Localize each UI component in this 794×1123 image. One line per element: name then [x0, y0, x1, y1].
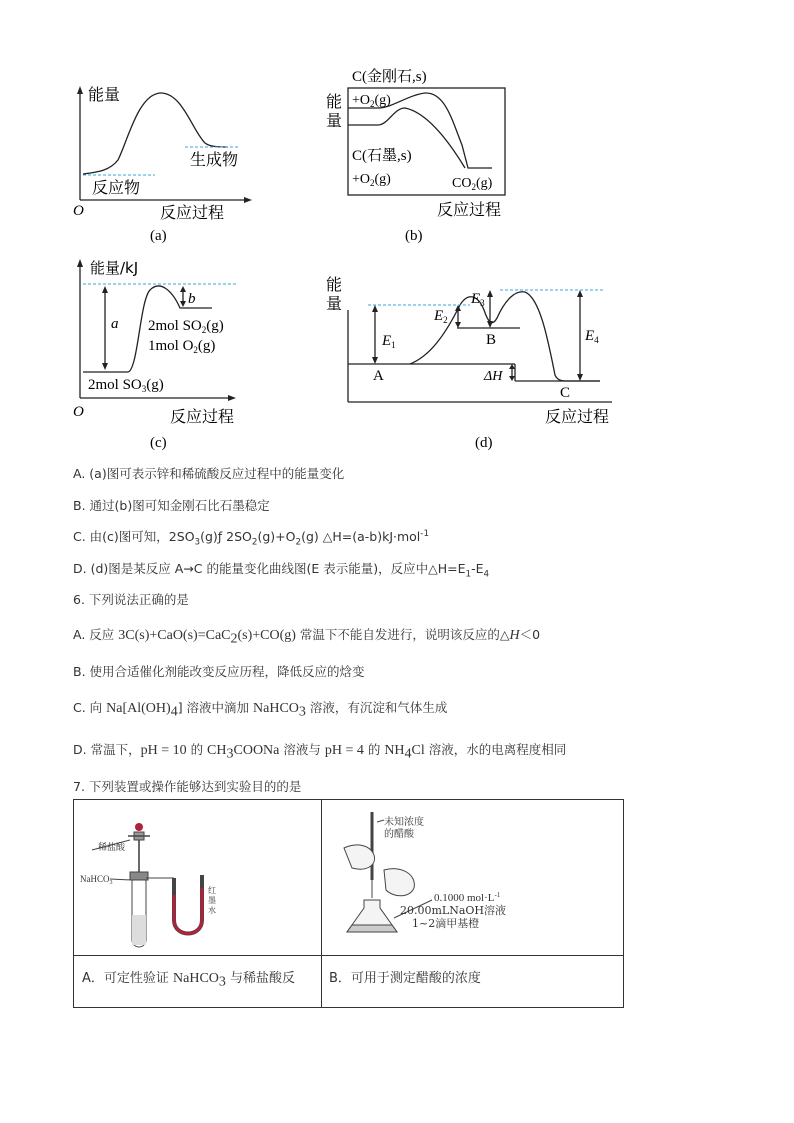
label-nahco3-sub: 3 [109, 880, 113, 886]
label-nahco3 [80, 874, 113, 886]
diagram-d-e4-text: E [585, 328, 595, 344]
diagram-c-so2-sub: 2 [201, 325, 207, 335]
label-ink-3: 水 [208, 906, 216, 915]
label-unknown-1: 未知浓度 [384, 817, 424, 828]
diagram-b-y-label-1: 能 [326, 92, 343, 111]
diagram-c-arrow-b-head-bottom [180, 301, 186, 307]
diagram-d-e4 [584, 328, 599, 345]
q6-c-sub3: 3 [298, 704, 306, 720]
diagram-b-co2 [452, 176, 493, 192]
q6-d-mid1: 的 [186, 742, 208, 757]
q6-d-post: 溶液，水的电离程度相同 [424, 742, 567, 757]
diagram-a-x-label: 反应过程 [160, 203, 225, 222]
diagram-b-o2-top [352, 93, 391, 109]
diagram-d-arrow-e3-head-top [487, 290, 493, 297]
q7-cell-b: B．可用于测定醋酸的浓度 [329, 971, 481, 986]
funnel-knob-icon [135, 823, 143, 831]
label-conc [434, 891, 501, 904]
diagram-d-e4-sub: 4 [594, 335, 599, 345]
diagram-b-o2-top-sub: 2 [370, 99, 375, 109]
test-tube-solid [132, 915, 146, 945]
nahco3-leader [110, 879, 132, 880]
q5-option-d-sub4: 4 [483, 569, 490, 580]
diagram-b-o2-bottom [352, 172, 391, 188]
diagram-d-e2 [433, 308, 448, 325]
q6-c-mid: ] 溶液中滴加 [177, 700, 254, 715]
q5-option-c-mid1: (g)ƒ 2SO [200, 529, 252, 544]
diagram-c-caption: (c) [150, 435, 167, 451]
label-indicator: 1~2滴甲基橙 [412, 917, 480, 930]
diagram-b-co2-tail: (g) [475, 176, 493, 191]
diagram-b-graphite: C(石墨,s) [352, 148, 412, 164]
diagram-c-so2-text: 2mol SO [148, 318, 202, 334]
diagram-b-o2-bottom-text: +O [352, 172, 371, 187]
diagram-c-y-label: 能量/kJ [90, 259, 139, 277]
u-tube-ink [174, 888, 202, 934]
diagram-c-so3-tail: (g) [146, 377, 164, 393]
diagram-d-point-b: B [486, 332, 497, 348]
q5-option-c-post: (g) △H=(a-b)kJ·mol [301, 529, 421, 544]
diagram-b-o2-top-text: +O [352, 93, 371, 108]
label-ink-1: 红 [208, 886, 216, 895]
q5-option-c-sub1: 3 [194, 537, 201, 548]
q6-d-sub4: 4 [404, 746, 412, 762]
diagram-c-origin: O [73, 404, 84, 420]
diagram-a-y-label: 能量 [88, 85, 121, 104]
q5-option-c [73, 527, 429, 548]
diagram-d-x-label: 反应过程 [545, 407, 610, 426]
q6-option-a [73, 625, 540, 648]
diagram-c-so2 [148, 318, 224, 335]
diagram-d-point-a: A [373, 368, 384, 384]
energy-diagram-a [0, 0, 794, 460]
diagram-a-product-label: 生成物 [190, 150, 239, 169]
diagram-b-o2-top-tail: (g) [374, 93, 391, 108]
q6-d-nh4: NH [384, 743, 405, 758]
q5-option-d [73, 559, 489, 580]
diagram-d-y-label-1: 能 [326, 275, 343, 294]
q6-c-post: 溶液，有沉淀和气体生成 [305, 700, 448, 715]
label-nahco3-text: NaHCO [80, 874, 110, 884]
q6-option-c [73, 698, 447, 721]
diagram-d-arrow-e3-head-bottom [487, 321, 493, 328]
label-conc-sup: -1 [494, 891, 501, 899]
diagram-c-so2-tail: (g) [206, 318, 224, 334]
q6-c-pre: C. 向 [73, 700, 107, 715]
q6-d-pre: D. 常温下， [73, 742, 141, 757]
q7-apparatus-right [322, 800, 623, 955]
diagram-d-delta-h: ΔH [484, 369, 503, 384]
diagram-d-caption: (d) [475, 435, 493, 451]
q6-c-na: Na[Al(OH) [106, 701, 171, 716]
diagram-c-arrow-a-head-top [102, 286, 108, 293]
diagram-d-arrow-dh-head-top [509, 364, 515, 369]
diagram-b-o2-bottom-sub: 2 [370, 178, 375, 188]
diagram-d-e1-sub: 1 [391, 340, 396, 350]
u-tube-outer [174, 875, 202, 934]
label-ink-2: 墨 [208, 896, 216, 905]
diagram-c-label-a: a [111, 316, 119, 332]
diagram-c-arrow-b-head-top [180, 286, 186, 292]
acid-leader-line [377, 820, 384, 822]
diagram-c-label-b: b [188, 291, 196, 307]
label-volume: 20.00mLNaOH溶液 [400, 904, 507, 917]
q7-stem: 7. 下列装置或操作能够达到实验目的的是 [73, 779, 302, 794]
q6-a-eq: 3C(s)+CaO(s)=CaC [118, 628, 231, 643]
diagram-b-co2-text: CO [452, 176, 472, 191]
diagram-c-so3-text: 2mol SO [88, 377, 142, 393]
diagram-c-so3 [88, 377, 164, 394]
q6-a-pre: A. 反应 [73, 627, 119, 642]
stopper [130, 872, 148, 880]
diagram-a-reactant-label: 反应物 [92, 178, 141, 197]
q6-a-h: H [509, 628, 520, 643]
q6-a-end: ＜0 [519, 627, 541, 642]
q5-option-c-sub2: 2 [251, 537, 258, 548]
diagram-d-y-label-2: 量 [326, 294, 343, 313]
q6-option-b: B. 使用合适催化剂能改变反应历程，降低反应的焓变 [73, 664, 365, 679]
q6-d-cl: Cl [411, 743, 425, 758]
q6-a-eq2: (s)+CO(g) [237, 628, 296, 643]
q6-d-sub3: 3 [226, 746, 234, 762]
q7-cell-a-chem: NaHCO [173, 971, 219, 986]
q7-cell-a-pre: A．可定性验证 [82, 971, 174, 986]
diagram-c-arrow-a-head-bottom [102, 363, 108, 370]
diagram-d-e2-sub: 2 [443, 315, 448, 325]
diagram-d-arrow-dh-head-bottom [509, 376, 515, 381]
diagram-d-arrow-e2-head-bottom [455, 322, 461, 328]
q5-option-d-pre: D. (d)图是某反应 A→C 的能量变化曲线图(E 表示能量)，反应中△H=E [73, 561, 466, 576]
q6-stem: 6. 下列说法正确的是 [73, 592, 189, 607]
label-conc-text: 0.1000 mol·L [434, 892, 495, 904]
q5-option-a: A. (a)图可表示锌和稀硫酸反应过程中的能量变化 [73, 466, 345, 481]
diagram-d-e3-text: E [471, 291, 481, 307]
q5-option-c-mid2: (g)+O [257, 529, 296, 544]
label-acid: 稀盐酸 [98, 843, 126, 853]
q7-apparatus-left [74, 800, 321, 955]
q6-option-d [73, 740, 566, 763]
diagram-d-e2-text: E [434, 308, 444, 324]
diagram-d-e3 [470, 291, 485, 308]
diagram-d-e1-text: E [382, 333, 392, 349]
q6-d-ph2: pH = 4 [324, 743, 364, 758]
diagram-a-caption: (a) [150, 228, 167, 244]
diagram-c-o2-text: 1mol O [148, 338, 194, 354]
q5-option-c-pre: C. 由(c)图可知，2SO [73, 529, 195, 544]
q7-cell-a-post: 与稀盐酸反 [225, 971, 296, 986]
diagram-b-y-label-2: 量 [326, 111, 343, 130]
q6-c-sub4: 4 [170, 704, 178, 720]
diagram-d-arrow-e1-head-top [372, 305, 378, 312]
q5-option-d-sub1: 1 [465, 569, 472, 580]
diagram-c-o2 [148, 338, 215, 355]
diagram-b-o2-bottom-tail: (g) [374, 172, 391, 187]
diagram-c-y-arrow [77, 259, 83, 267]
q7-table [73, 799, 624, 1008]
diagram-b-x-label: 反应过程 [437, 200, 502, 219]
q5-option-c-sub3: 2 [295, 537, 302, 548]
diagram-c-o2-tail: (g) [197, 338, 216, 354]
diagram-a-origin: O [73, 203, 84, 219]
diagram-c-so3-sub: 3 [141, 384, 147, 394]
q6-d-ph1: pH = 10 [140, 743, 187, 758]
q5-option-b: B. 通过(b)图可知金刚石比石墨稳定 [73, 498, 270, 513]
q6-a-sub: 2 [230, 631, 238, 647]
right-hand [384, 869, 414, 896]
diagram-d-point-c: C [560, 385, 571, 401]
diagram-d-e3-sub: 3 [480, 298, 485, 308]
diagram-c-x-arrow [228, 395, 236, 401]
diagram-d-arrow-e1-head-bottom [372, 357, 378, 364]
q6-c-nahco: NaHCO [253, 701, 299, 716]
label-unknown-2: 的醋酸 [384, 829, 414, 840]
diagram-d-arrow-e4-head-top [577, 290, 583, 297]
diagram-a-x-arrow [244, 197, 252, 203]
q7-table-hline [74, 955, 623, 956]
q7-cell-a-sub: 3 [218, 974, 226, 990]
diagram-c-x-label: 反应过程 [170, 407, 235, 426]
flask-solution [347, 925, 397, 932]
q6-d-mid2: 溶液与 [279, 742, 325, 757]
q6-d-ch3: CH [207, 743, 227, 758]
q7-cell-a [82, 967, 295, 991]
diagram-a-y-arrow [77, 86, 83, 94]
q5-option-c-sup: -1 [420, 528, 430, 539]
q5-option-d-mid: -E [471, 561, 484, 576]
diagram-b-co2-sub: 2 [471, 182, 476, 192]
q6-a-post: 常温下不能自发进行，说明该反应的△ [295, 627, 510, 642]
diagram-b-caption: (b) [405, 228, 423, 244]
q6-d-mid3: 的 [363, 742, 385, 757]
diagram-d-e1 [381, 333, 396, 350]
diagram-c-o2-sub: 2 [193, 345, 198, 355]
diagram-d-arrow-e4-head-bottom [577, 374, 583, 381]
diagram-b-title: C(金刚石,s) [352, 69, 427, 85]
q6-d-coona: COONa [233, 743, 280, 758]
left-hand [344, 845, 375, 869]
